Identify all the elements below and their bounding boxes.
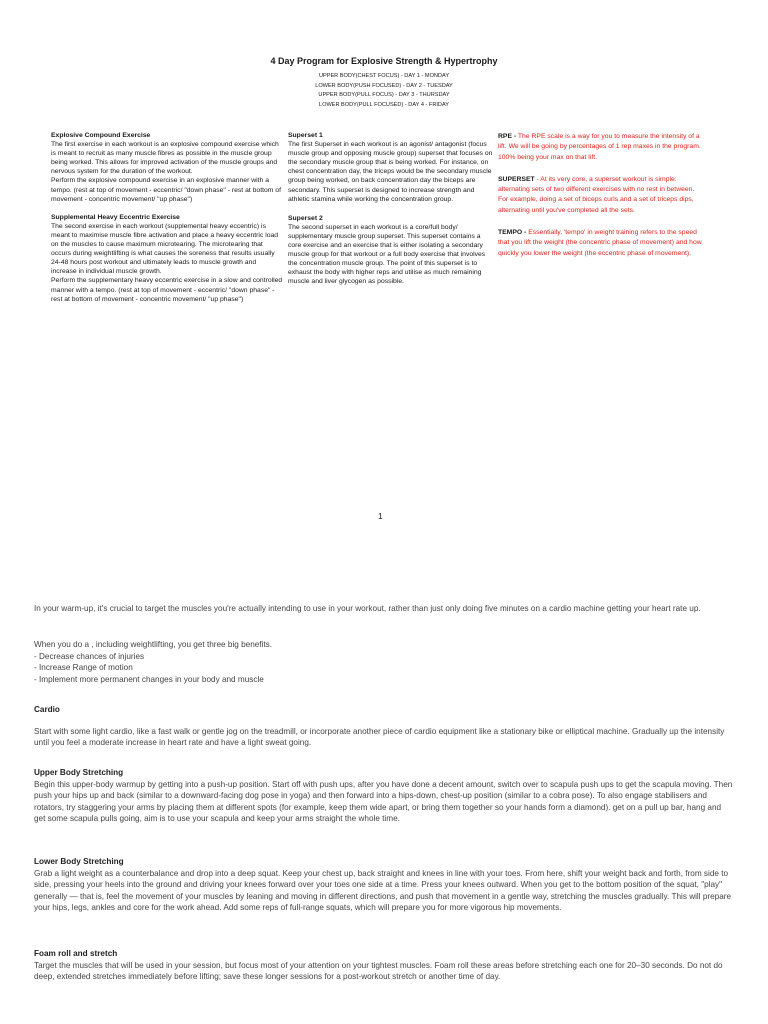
- foam-roll-section: [34, 948, 734, 983]
- schedule-day-1: UPPER BODY(CHEST FOCUS) - DAY 1 - MONDAY: [318, 73, 450, 79]
- text-heavy-eccentric: The second exercise in each workout (supplemental heavy eccentric) is meant to maximise muscle fibre activation and place a heavy eccentric load on the muscles to cause maximum microtearing. The microtearing that occurs during weightlifting is what causes the soreness that results usually 24-48 hours post workout and ultimately leads to muscle growth and increase in individual muscle growth.: [51, 222, 279, 276]
- term-rpe: RPE -: [498, 133, 517, 140]
- term-tempo: TEMPO -: [498, 229, 527, 237]
- column-definitions: [498, 132, 703, 259]
- cardio-section: [34, 704, 734, 749]
- benefits-section: [34, 639, 734, 685]
- heading-lower-body: Lower Body Stretching: [34, 857, 124, 866]
- document-title: 4 Day Program for Explosive Strength & Hypertrophy: [270, 56, 498, 66]
- heading-superset-1: Superset 1: [288, 132, 323, 139]
- text-foam-roll: Target the muscles that will be used in your session, but focus most of your attention on your tightest muscles. Foam roll these areas before stretching each one for 20–30 seconds. Do not do deep, extended stretches immediately before lifting; save these longer sessions for a post-workout stretch or another time of day.: [34, 960, 723, 981]
- text-explosive-compound: The first exercise in each workout is an explosive compound exercise which is meant to recruit as many muscle fibres as possible in the muscle group being worked. This allows for improved activation of the muscle groups and nervous system for the duration of the workout.: [51, 141, 279, 176]
- upper-body-section: [34, 767, 734, 825]
- heading-foam-roll: Foam roll and stretch: [34, 949, 118, 958]
- column-supersets: [288, 131, 493, 287]
- definition-superset: [498, 175, 703, 216]
- page-number: 1: [378, 511, 383, 521]
- text-lower-body: Grab a light weight as a counterbalance and drop into a deep squat. Keep your chest up, back straight and knees in line with your toes. From here, shift your weight back and forth, from side to side, pressing your heels into the ground and driving your knees forward over your toes one side at a time. Press your knees outward. When you get to the bottom position of the squat, "play" generally — that is, feel the movement of your muscles by leaning and moving in different directions, and push that movement in a gentle way, stretching the muscles gradually. This will prepare your hips, legs, ankles and core for the work ahead. Add some reps of full-range squats, which will prepare you for more vigorous hip movements.: [34, 868, 732, 912]
- schedule-day-2: LOWER BODY(PUSH FOCUSED) - DAY 2 - TUESDAY: [315, 82, 453, 89]
- definition-tempo: [498, 228, 703, 259]
- benefits-list: [34, 651, 734, 686]
- text-cardio: Start with some light cardio, like a fast walk or gentle jog on the treadmill, or incorporate another piece of cardio equipment like a stationary bike or elliptical machine. Gradually up the intensity until you feel a moderate increase in heart rate and have a light sweat going.: [34, 726, 725, 747]
- heading-cardio: Cardio: [34, 705, 60, 714]
- schedule-day-4: LOWER BODY(PULL FOCUSED) - DAY 4 - FRIDAY: [318, 101, 450, 108]
- list-item: - Implement more permanent changes in your body and muscle: [34, 674, 264, 684]
- text-explosive-tempo: Perform the explosive compound exercise in an explosive manner with a tempo. (rest at top of movement - eccentric/ "down phase" - rest at bottom of movement - concentric movement/ "up phase"): [51, 177, 281, 203]
- text-superset-2: The second superset in each workout is a core/full body/ supplementary muscle group superset. This superset contains a core exercise and an exercise that is either isolating a secondary muscle group for that workout or a full body exercise that involves the concentration muscle group. The point of this superset is to exhaust the body with higher reps and utilise as much remaining muscle and liver glycogen as possible.: [288, 223, 486, 286]
- text-upper-body: Begin this upper-body warmup by getting into a push-up position. Start off with push ups, after you have done a decent amount, switch over to scapula push ups to get the scapula moving. Then push your hips up and back (similar to a downward-facing dog pose in yoga) and then forward into a hips-down, chest-up position (similar to a cobra pose). To also engage stabilisers and rotators, try staggering your arms by placing them at different spots (for example, keep them wide apart, or bring them together so your hands form a diamond). get on a pull up bar, hang and get some scapula pulls going, aim is to use your scapula and keep your arms straight the whole time.: [34, 779, 733, 823]
- definition-rpe: [498, 132, 703, 163]
- warmup-intro: In your warm-up, it's crucial to target the muscles you're actually intending to use in your workout, rather than just only doing five minutes on a cardio machine getting your heart rate up.: [34, 604, 701, 613]
- lower-body-section: [34, 856, 734, 914]
- heading-explosive-compound: Explosive Compound Exercise: [51, 132, 151, 139]
- term-superset: SUPERSET: [498, 175, 535, 183]
- text-superset: - At its very core, a superset workout is simple: alternating sets of two different exercises with no rest in between. For example, doing a set of biceps curls and a set of triceps dips, alternating until you've completed all the sets.: [498, 175, 695, 214]
- text-superset-1: The first Superset in each workout is an agonist/ antagonist (focus muscle group and opposing muscle group) superset that focuses on the secondary muscle group that is being worked. For instance, on chest concentration day, the triceps would be the secondary muscle group being worked, on back concentration day the biceps are secondary. This superset is designed to increase strength and athletic stamina while working the concentration group.: [288, 141, 493, 203]
- list-item: - Decrease chances of injuries: [34, 651, 145, 661]
- heading-superset-2: Superset 2: [288, 214, 323, 222]
- heading-heavy-eccentric: Supplemental Heavy Eccentric Exercise: [51, 213, 180, 221]
- benefits-lead: When you do a , including weightlifting, you get three big benefits.: [34, 640, 273, 649]
- text-eccentric-tempo: Perform the supplementary heavy eccentric exercise in a slow and controlled manner with a tempo. (rest at top of movement - eccentric/ "down phase" - rest at bottom of movement - concentric movement/ "up phase"): [51, 277, 283, 303]
- list-item: - Increase Range of motion: [34, 663, 133, 672]
- text-rpe: The RPE scale is a way for you to measure the intensity of a lift. We will be going by percentages of 1 rep maxes in the program. 100% being your max on that lift.: [498, 133, 701, 161]
- schedule-day-3: UPPER BODY(PULL FOCUS) - DAY 3 - THURSDAY: [318, 92, 450, 98]
- heading-upper-body: Upper Body Stretching: [34, 768, 124, 777]
- column-exercises: [51, 131, 283, 304]
- schedule-list: [0, 72, 768, 110]
- text-tempo: Essentially, 'tempo' in weight training refers to the speed that you lift the weight (the concentric phase of movement) and how quickly you lower the weight (the eccentric phase of movement).: [498, 229, 702, 257]
